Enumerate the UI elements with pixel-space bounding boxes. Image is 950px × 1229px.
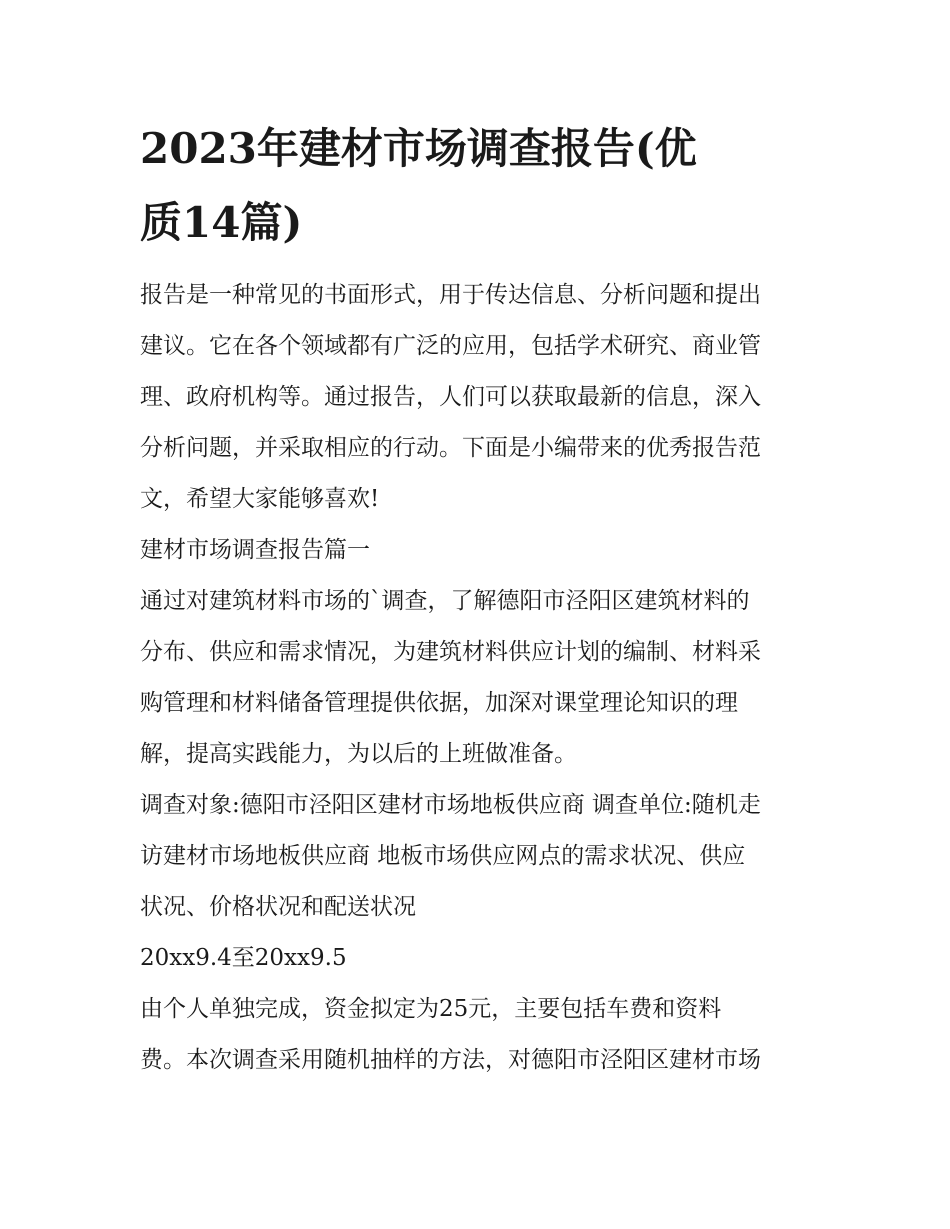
text-line: 通过对建筑材料市场的`调查，了解德阳市泾阳区建筑材料的 [140, 588, 750, 614]
text-line: 分布、供应和需求情况，为建筑材料供应计划的编制、材料采 [140, 639, 761, 665]
document-page [140, 112, 820, 1086]
intro-paragraph [140, 270, 820, 525]
title-line: 质14篇) [140, 198, 303, 247]
title-line: 2023年建材市场调查报告(优 [140, 124, 697, 173]
text-line: 解，提高实践能力，为以后的上班做准备。 [140, 741, 577, 767]
text-line: 文，希望大家能够喜欢! [140, 486, 380, 512]
text-line: 分析问题，并采取相应的行动。下面是小编带来的优秀报告范 [140, 435, 761, 461]
text-line: 建议。它在各个领域都有广泛的应用，包括学术研究、商业管 [140, 333, 761, 359]
text-line: 状况、价格状况和配送状况 [140, 894, 416, 920]
text-line: 建材市场调查报告篇一 [140, 537, 370, 563]
text-line: 由个人单独完成，资金拟定为25元，主要包括车费和资料 [140, 996, 722, 1022]
section-heading [140, 525, 820, 576]
text-line: 访建材市场地板供应商 地板市场供应网点的需求状况、供应 [140, 843, 746, 869]
text-line: 20xx9.4至20xx9.5 [140, 945, 347, 971]
survey-object-paragraph [140, 780, 820, 933]
purpose-paragraph [140, 576, 820, 780]
text-line: 调查对象:德阳市泾阳区建材市场地板供应商 调查单位:随机走 [140, 792, 761, 818]
survey-date-paragraph [140, 933, 820, 984]
text-line: 费。本次调查采用随机抽样的方法，对德阳市泾阳区建材市场 [140, 1047, 761, 1073]
method-paragraph [140, 984, 820, 1086]
text-line: 报告是一种常见的书面形式，用于传达信息、分析问题和提出 [140, 282, 761, 308]
text-line: 理、政府机构等。通过报告，人们可以获取最新的信息，深入 [140, 384, 761, 410]
text-line: 购管理和材料储备管理提供依据，加深对课堂理论知识的理 [140, 690, 738, 716]
document-title [140, 112, 820, 260]
